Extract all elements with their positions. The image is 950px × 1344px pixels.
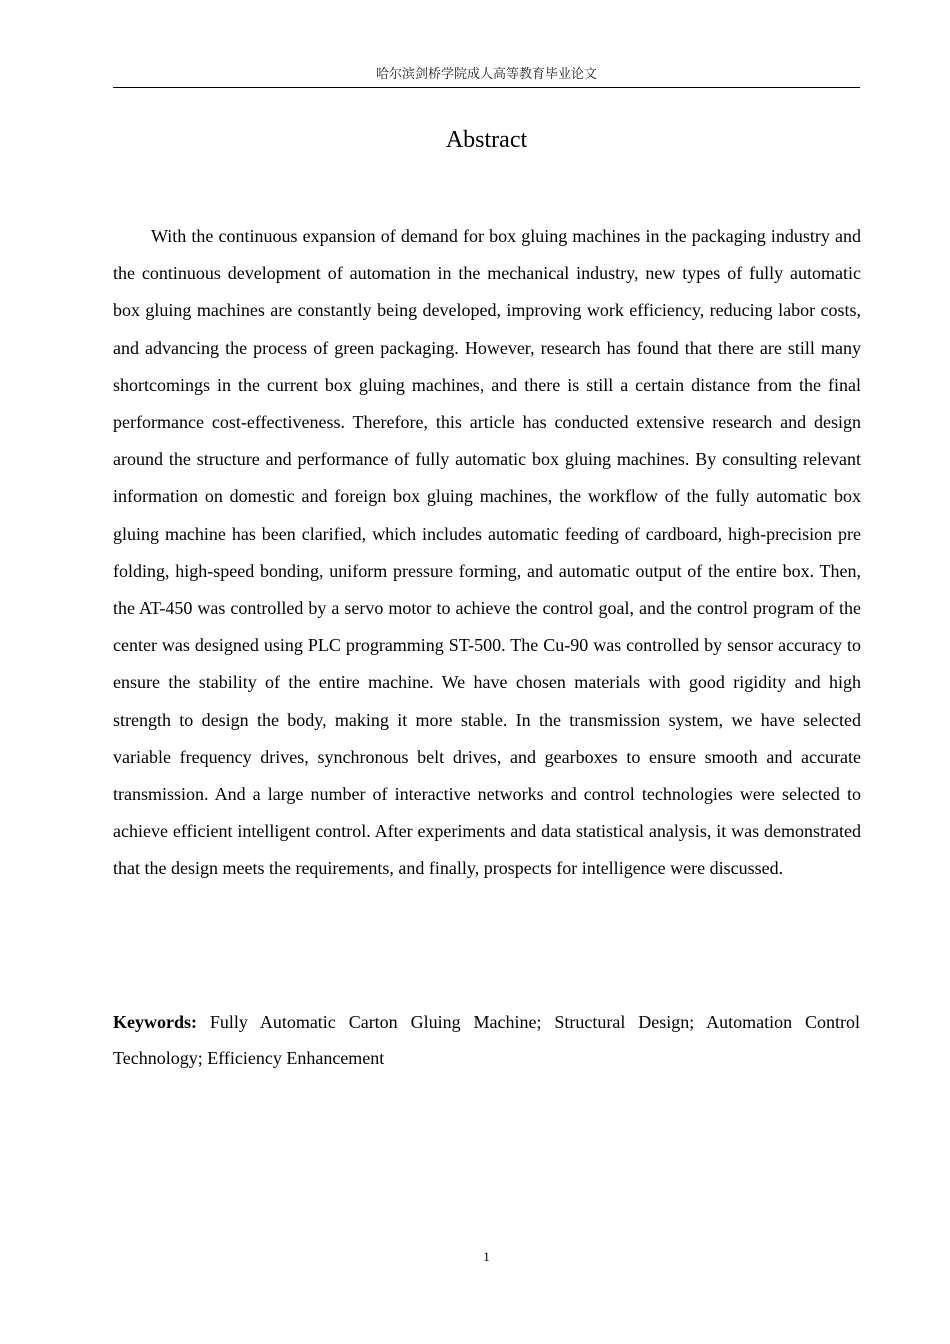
keywords-label: Keywords: [113,1012,197,1032]
keywords-text: Fully Automatic Carton Gluing Machine; Structural Design; Automation Control Technology; Efficiency Enhancement [113,1012,861,1068]
abstract-paragraph: With the continuous expansion of demand for box gluing machines in the packaging industry and the continuous development of automation in the mechanical industry, new types of fully automatic box gluing machines are constantly being developed, improving work efficiency, reducing labor costs, and advancing the process of green packaging. However, research has found that there are still many shortcomings in the current box gluing machines, and there is still a certain distance from the final performance cost-effectiveness. Therefore, this article has conducted extensive research and design around the structure and performance of fully automatic box gluing machines. By consulting relevant information on domestic and foreign box gluing machines, the workflow of the fully automatic box gluing machine has been clarified, which includes automatic feeding of cardboard, high-precision pre folding, high-speed bonding, uniform pressure forming, and automatic output of the entire box. Then, the AT-450 was controlled by a servo motor to achieve the control goal, and the control program of the center was designed using PLC programming ST-500. The Cu-90 was controlled by sensor accuracy to ensure the stability of the entire machine. We have chosen materials with good rigidity and high strength to design the body, making it more stable. In the transmission system, we have selected variable frequency drives, synchronous belt drives, and gearboxes to ensure smooth and accurate transmission. And a large number of interactive networks and control technologies were selected to achieve efficient intelligent control. After experiments and data statistical analysis, it was demonstrated that the design meets the requirements, and finally, prospects for intelligence were discussed. [113,226,861,879]
page-number: 1 [483,1249,490,1264]
running-header: 哈尔滨剑桥学院成人高等教育毕业论文 [375,67,597,82]
header-divider [113,87,860,88]
keywords-paragraph [113,1004,860,1076]
page-title: Abstract [445,127,528,153]
